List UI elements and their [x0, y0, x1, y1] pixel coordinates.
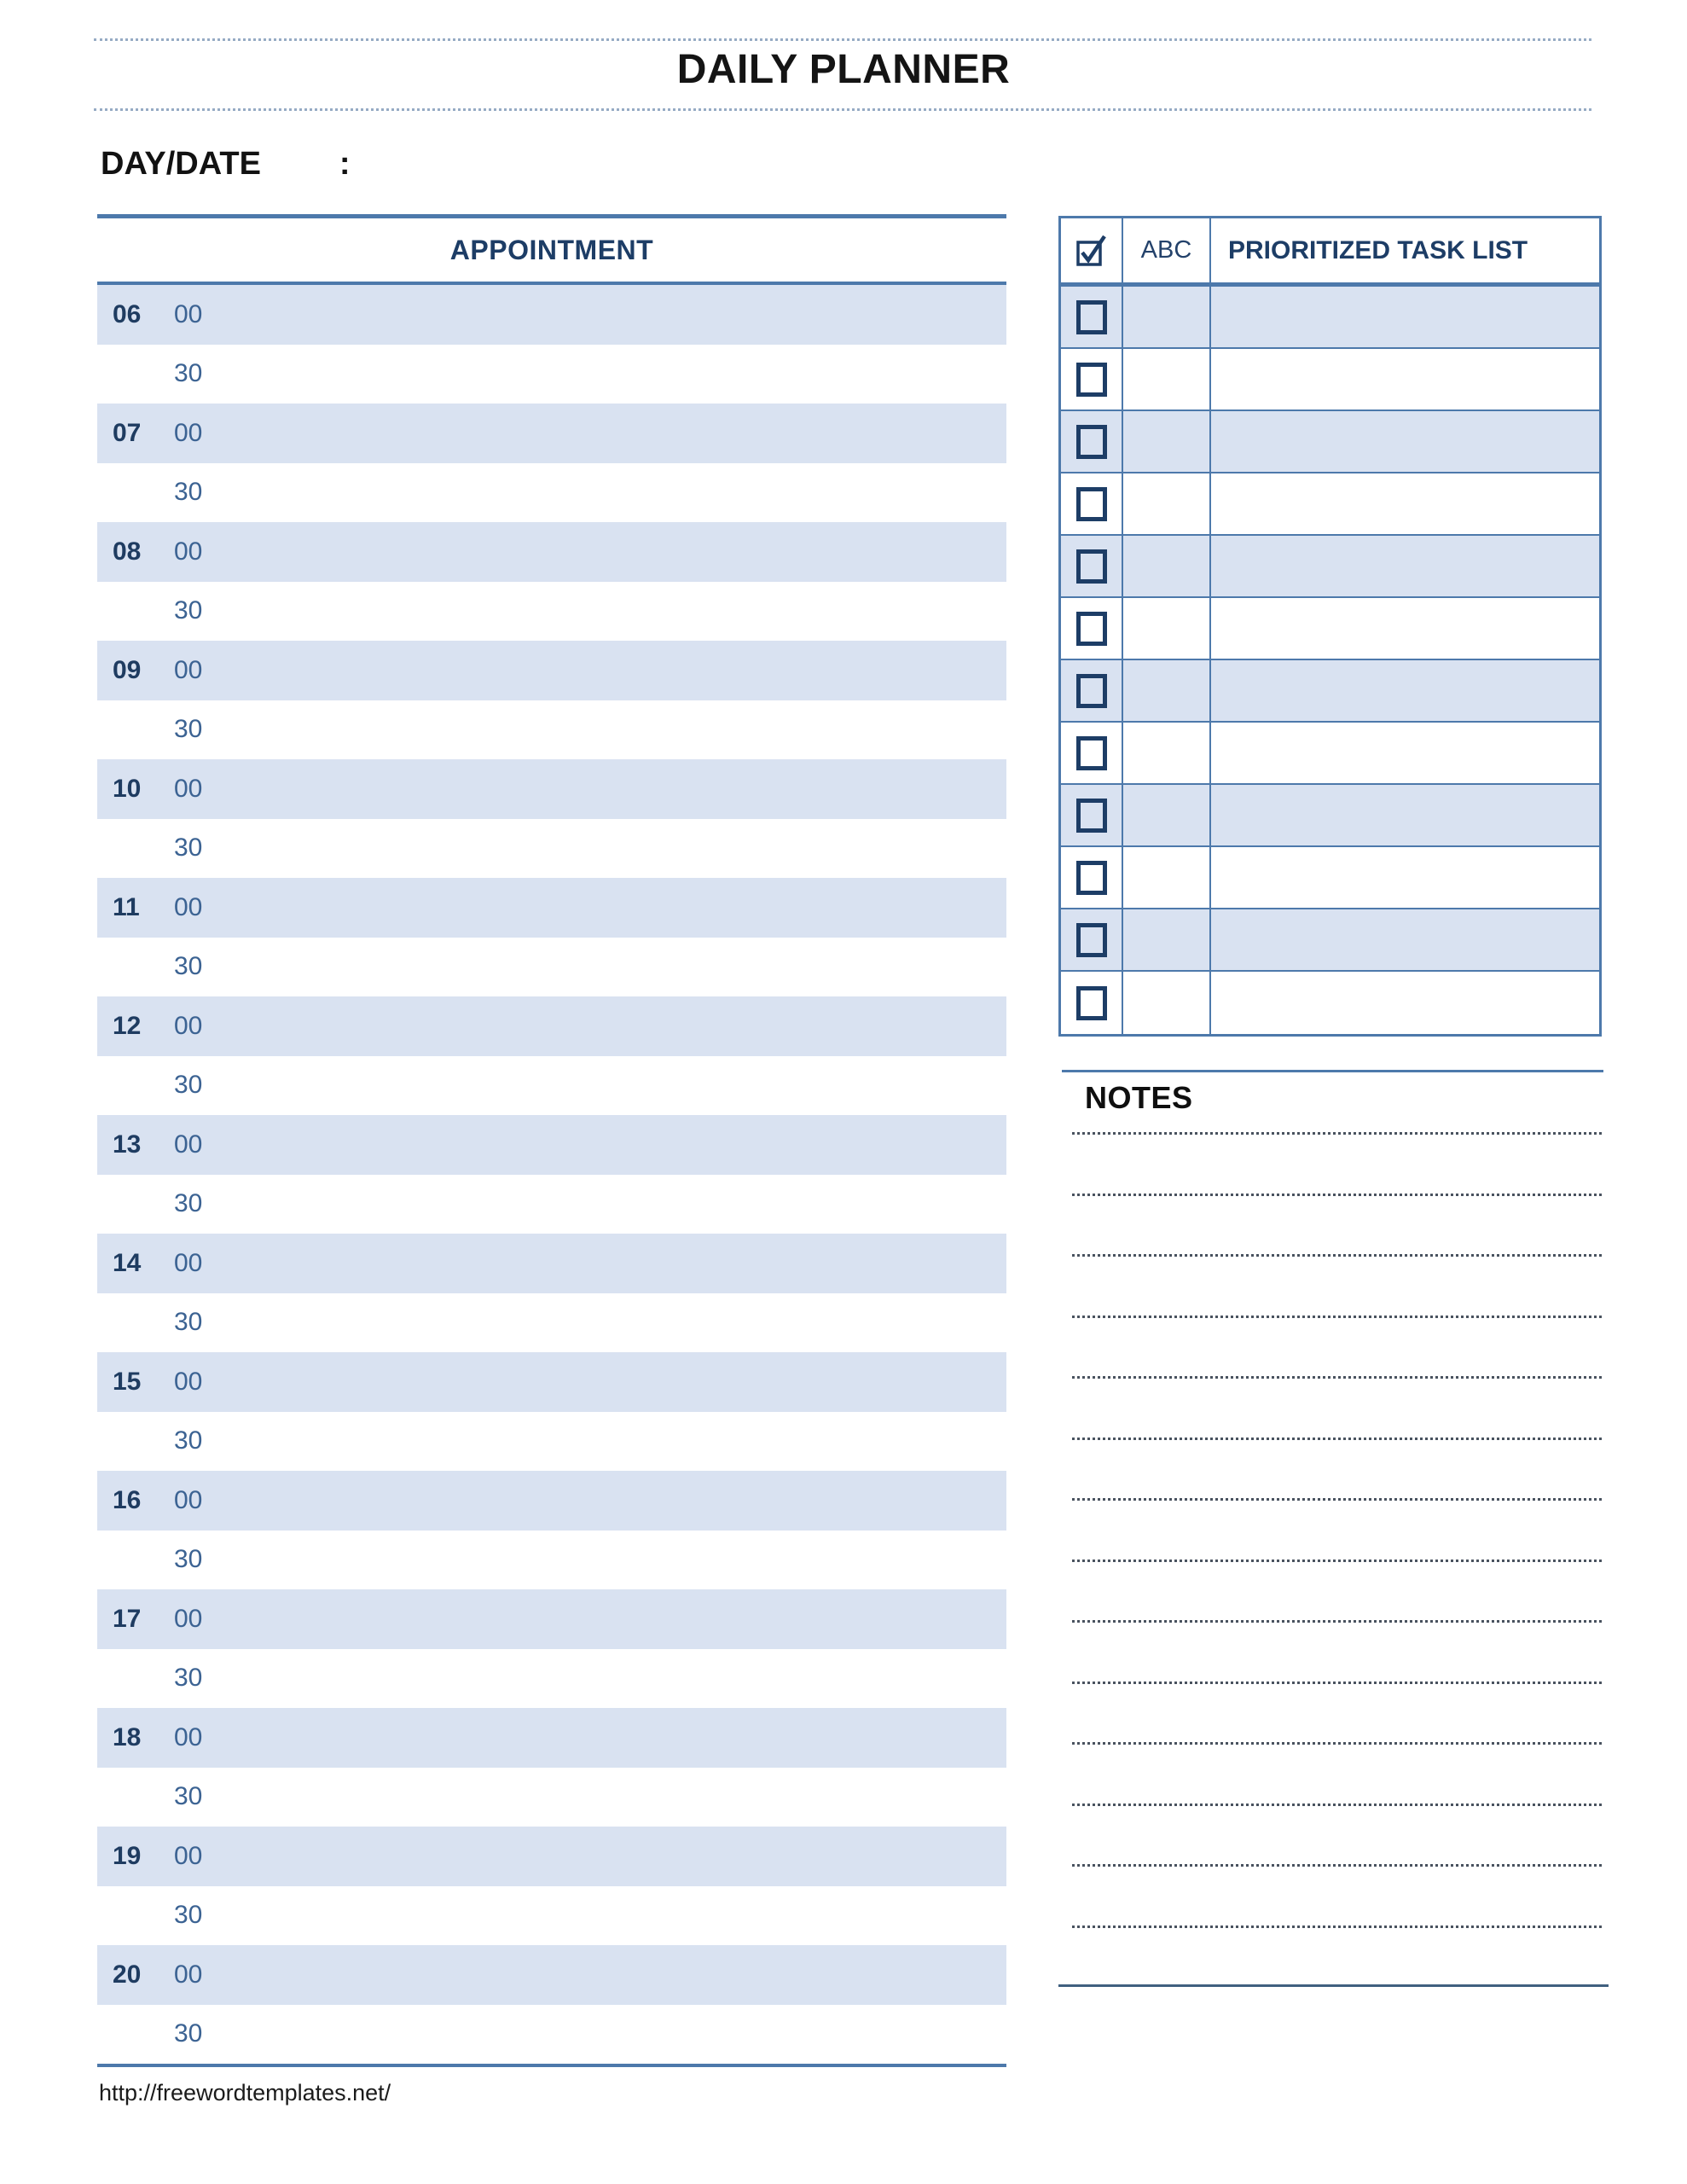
appointment-row [97, 1708, 1006, 1768]
task-description-field[interactable] [1211, 349, 1599, 410]
checked-checkbox-icon [1074, 232, 1110, 270]
task-list-table [1058, 216, 1602, 1037]
appointment-row [97, 878, 1006, 938]
appointment-row [97, 404, 1006, 463]
day-date-separator: : [339, 146, 351, 182]
task-description-field[interactable] [1211, 972, 1599, 1034]
appointment-entry-field[interactable] [234, 1589, 1006, 1649]
appointment-entry-field[interactable] [234, 1352, 1006, 1412]
appointment-table [97, 214, 1006, 2067]
task-abc-field[interactable] [1123, 287, 1211, 347]
task-row [1061, 847, 1599, 909]
note-line[interactable] [1072, 1498, 1602, 1560]
appointment-row [97, 996, 1006, 1056]
appointment-entry-field[interactable] [234, 1649, 1006, 1709]
appointment-hour-label: 20 [113, 1960, 142, 1989]
task-checkbox-cell[interactable] [1061, 411, 1123, 472]
appointment-hour-label: 19 [113, 1841, 142, 1870]
header-rule-top [94, 38, 1591, 41]
appointment-row [97, 1827, 1006, 1886]
note-line[interactable] [1072, 1316, 1602, 1377]
appointment-row [97, 759, 1006, 819]
appointment-entry-field[interactable] [234, 1945, 1006, 2005]
appointment-minute-label: 30 [174, 952, 203, 981]
note-line[interactable] [1072, 1132, 1602, 1194]
appointment-minute-label: 30 [174, 834, 203, 863]
appointment-entry-field[interactable] [234, 700, 1006, 760]
appointment-minute-label: 30 [174, 1071, 203, 1100]
appointment-entry-field[interactable] [234, 1056, 1006, 1116]
task-abc-field[interactable] [1123, 536, 1211, 596]
task-abc-field[interactable] [1123, 411, 1211, 472]
task-checkbox-cell[interactable] [1061, 473, 1123, 534]
task-description-field[interactable] [1211, 473, 1599, 534]
appointment-entry-field[interactable] [234, 1293, 1006, 1353]
appointment-hour-label: 13 [113, 1130, 142, 1159]
appointment-entry-field[interactable] [234, 1234, 1006, 1293]
task-row [1061, 349, 1599, 411]
appointment-minute-label: 30 [174, 596, 203, 625]
task-abc-field[interactable] [1123, 349, 1211, 410]
task-abc-field[interactable] [1123, 660, 1211, 721]
appointment-hour-label: 07 [113, 418, 142, 447]
empty-checkbox-icon[interactable] [1076, 612, 1107, 646]
task-checkbox-cell[interactable] [1061, 785, 1123, 845]
task-row [1061, 536, 1599, 598]
task-abc-field[interactable] [1123, 972, 1211, 1034]
appointment-entry-field[interactable] [234, 1175, 1006, 1234]
appointment-row [97, 1412, 1006, 1472]
task-checkbox-cell[interactable] [1061, 287, 1123, 347]
empty-checkbox-icon[interactable] [1076, 861, 1107, 895]
note-line[interactable] [1072, 1682, 1602, 1743]
task-list-header-row [1061, 218, 1599, 287]
empty-checkbox-icon[interactable] [1076, 986, 1107, 1020]
appointment-hour-label: 15 [113, 1367, 142, 1396]
appointment-row [97, 522, 1006, 582]
empty-checkbox-icon[interactable] [1076, 549, 1107, 584]
appointment-minute-label: 30 [174, 1782, 203, 1811]
appointment-minute-label: 30 [174, 359, 203, 388]
task-description-field[interactable] [1211, 411, 1599, 472]
task-abc-field[interactable] [1123, 473, 1211, 534]
appointment-table-bottom-border [97, 2064, 1006, 2067]
appointment-minute-label: 00 [174, 774, 203, 803]
appointment-header: APPOINTMENT [97, 218, 1006, 282]
empty-checkbox-icon[interactable] [1076, 736, 1107, 770]
note-line[interactable] [1072, 1376, 1602, 1438]
appointment-row [97, 1945, 1006, 2005]
empty-checkbox-icon[interactable] [1076, 300, 1107, 334]
appointment-entry-field[interactable] [234, 404, 1006, 463]
task-check-header-cell [1061, 218, 1123, 282]
appointment-minute-label: 00 [174, 1130, 203, 1159]
appointment-hour-label: 06 [113, 299, 142, 328]
notes-bottom-rule [1058, 1984, 1609, 1987]
appointment-minute-label: 00 [174, 299, 203, 328]
appointment-row [97, 1768, 1006, 1827]
task-description-field[interactable] [1211, 723, 1599, 783]
notes-lines [1072, 1132, 1602, 1986]
day-date-field[interactable] [371, 136, 849, 174]
appointment-row [97, 700, 1006, 760]
task-row [1061, 909, 1599, 972]
task-checkbox-cell[interactable] [1061, 536, 1123, 596]
appointment-rows [97, 285, 1006, 2064]
appointment-row [97, 819, 1006, 879]
note-line[interactable] [1072, 1254, 1602, 1316]
empty-checkbox-icon[interactable] [1076, 425, 1107, 459]
appointment-minute-label: 30 [174, 1308, 203, 1337]
task-description-field[interactable] [1211, 785, 1599, 845]
appointment-minute-label: 30 [174, 1545, 203, 1574]
appointment-hour-label: 11 [113, 892, 140, 921]
appointment-row [97, 1056, 1006, 1116]
appointment-hour-label: 18 [113, 1722, 142, 1751]
day-date-label: DAY/DATE [101, 146, 261, 182]
appointment-minute-label: 00 [174, 1841, 203, 1870]
task-checkbox-cell[interactable] [1061, 598, 1123, 659]
appointment-minute-label: 30 [174, 1426, 203, 1455]
appointment-row [97, 463, 1006, 523]
day-date-row [101, 136, 849, 183]
appointment-entry-field[interactable] [234, 582, 1006, 642]
appointment-hour-label: 14 [113, 1248, 142, 1277]
appointment-minute-label: 00 [174, 1367, 203, 1396]
appointment-entry-field[interactable] [234, 1827, 1006, 1886]
appointment-row [97, 1531, 1006, 1590]
appointment-row [97, 1115, 1006, 1175]
appointment-minute-label: 00 [174, 537, 203, 566]
task-checkbox-cell[interactable] [1061, 847, 1123, 908]
appointment-entry-field[interactable] [234, 641, 1006, 700]
task-row [1061, 411, 1599, 473]
appointment-row [97, 1886, 1006, 1946]
appointment-entry-field[interactable] [234, 1412, 1006, 1472]
appointment-minute-label: 00 [174, 418, 203, 447]
appointment-entry-field[interactable] [234, 759, 1006, 819]
appointment-entry-field[interactable] [234, 1886, 1006, 1946]
task-description-field[interactable] [1211, 536, 1599, 596]
appointment-entry-field[interactable] [234, 1531, 1006, 1590]
task-abc-field[interactable] [1123, 909, 1211, 970]
appointment-entry-field[interactable] [234, 938, 1006, 997]
appointment-entry-field[interactable] [234, 345, 1006, 404]
appointment-row [97, 641, 1006, 700]
note-line[interactable] [1072, 1560, 1602, 1621]
appointment-row [97, 2005, 1006, 2065]
appointment-minute-label: 30 [174, 1189, 203, 1218]
appointment-entry-field[interactable] [234, 463, 1006, 523]
appointment-minute-label: 00 [174, 1960, 203, 1989]
appointment-hour-label: 10 [113, 774, 142, 803]
appointment-row [97, 582, 1006, 642]
task-description-field[interactable] [1211, 598, 1599, 659]
empty-checkbox-icon[interactable] [1076, 923, 1107, 957]
empty-checkbox-icon[interactable] [1076, 674, 1107, 708]
task-description-field[interactable] [1211, 287, 1599, 347]
task-checkbox-cell[interactable] [1061, 972, 1123, 1034]
task-abc-field[interactable] [1123, 598, 1211, 659]
task-description-field[interactable] [1211, 847, 1599, 908]
appointment-entry-field[interactable] [234, 2005, 1006, 2065]
note-line[interactable] [1072, 1620, 1602, 1682]
task-row [1061, 785, 1599, 847]
appointment-minute-label: 00 [174, 1248, 203, 1277]
appointment-minute-label: 30 [174, 1901, 203, 1930]
task-row [1061, 660, 1599, 723]
appointment-entry-field[interactable] [234, 1471, 1006, 1531]
appointment-minute-label: 00 [174, 655, 203, 684]
appointment-row [97, 1175, 1006, 1234]
note-line[interactable] [1072, 1804, 1602, 1865]
appointment-entry-field[interactable] [234, 996, 1006, 1056]
appointment-row [97, 1352, 1006, 1412]
note-line[interactable] [1072, 1926, 1602, 1987]
appointment-row [97, 1649, 1006, 1709]
task-checkbox-cell[interactable] [1061, 723, 1123, 783]
appointment-row [97, 1589, 1006, 1649]
note-line[interactable] [1072, 1864, 1602, 1926]
note-line[interactable] [1072, 1742, 1602, 1804]
task-rows [1061, 287, 1599, 1034]
appointment-row [97, 938, 1006, 997]
appointment-row [97, 345, 1006, 404]
appointment-entry-field[interactable] [234, 522, 1006, 582]
footer-url: http://freewordtemplates.net/ [99, 2080, 391, 2106]
appointment-hour-label: 08 [113, 537, 142, 566]
appointment-row [97, 1471, 1006, 1531]
appointment-row [97, 1293, 1006, 1353]
empty-checkbox-icon[interactable] [1076, 799, 1107, 833]
note-line[interactable] [1072, 1438, 1602, 1499]
notes-header: NOTES [1085, 1080, 1193, 1115]
appointment-minute-label: 30 [174, 478, 203, 507]
appointment-minute-label: 30 [174, 2019, 203, 2048]
appointment-minute-label: 00 [174, 1011, 203, 1040]
appointment-hour-label: 09 [113, 655, 142, 684]
appointment-row [97, 285, 1006, 345]
task-row [1061, 473, 1599, 536]
notes-top-rule [1062, 1070, 1603, 1072]
task-checkbox-cell[interactable] [1061, 349, 1123, 410]
appointment-row [97, 1234, 1006, 1293]
task-abc-field[interactable] [1123, 847, 1211, 908]
appointment-hour-label: 17 [113, 1604, 142, 1633]
appointment-entry-field[interactable] [234, 1115, 1006, 1175]
appointment-hour-label: 16 [113, 1485, 142, 1514]
appointment-minute-label: 00 [174, 1604, 203, 1633]
task-list-title-cell: PRIORITIZED TASK LIST [1228, 235, 1528, 264]
task-description-field[interactable] [1211, 660, 1599, 721]
task-checkbox-cell[interactable] [1061, 660, 1123, 721]
task-abc-field[interactable] [1123, 785, 1211, 845]
appointment-entry-field[interactable] [234, 819, 1006, 879]
task-row [1061, 723, 1599, 785]
appointment-entry-field[interactable] [234, 1768, 1006, 1827]
appointment-entry-field[interactable] [234, 878, 1006, 938]
appointment-minute-label: 30 [174, 715, 203, 744]
task-checkbox-cell[interactable] [1061, 909, 1123, 970]
task-row [1061, 287, 1599, 349]
empty-checkbox-icon[interactable] [1076, 487, 1107, 521]
header-rule-bottom [94, 108, 1591, 111]
appointment-minute-label: 00 [174, 892, 203, 921]
task-row [1061, 972, 1599, 1034]
appointment-entry-field[interactable] [234, 1708, 1006, 1768]
task-abc-header-cell: ABC [1123, 218, 1211, 282]
appointment-minute-label: 30 [174, 1664, 203, 1693]
task-row [1061, 598, 1599, 660]
task-abc-field[interactable] [1123, 723, 1211, 783]
appointment-hour-label: 12 [113, 1011, 142, 1040]
empty-checkbox-icon[interactable] [1076, 363, 1107, 397]
note-line[interactable] [1072, 1194, 1602, 1255]
task-description-field[interactable] [1211, 909, 1599, 970]
appointment-minute-label: 00 [174, 1722, 203, 1751]
appointment-entry-field[interactable] [234, 285, 1006, 345]
page-title: DAILY PLANNER [676, 47, 1011, 92]
appointment-minute-label: 00 [174, 1485, 203, 1514]
